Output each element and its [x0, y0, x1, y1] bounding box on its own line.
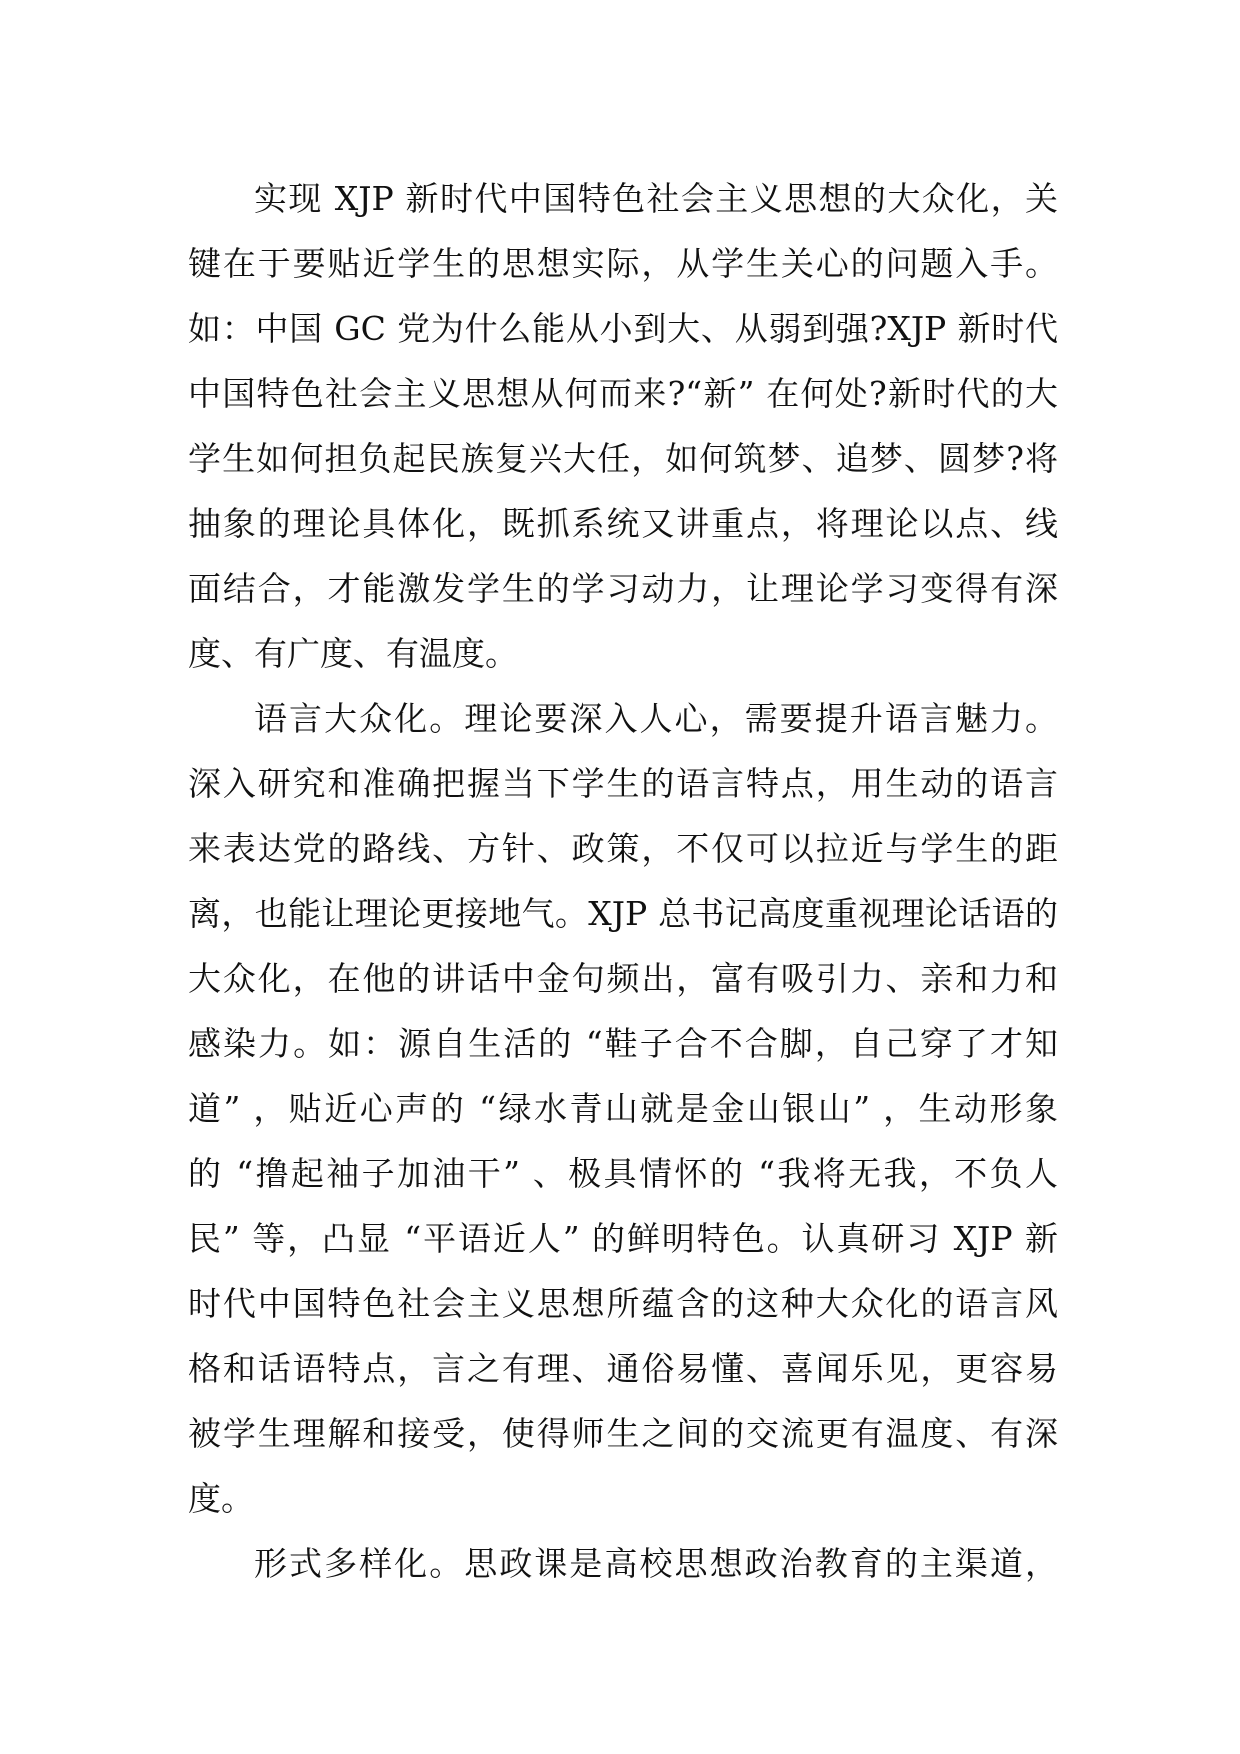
text-line: 抽象的理论具体化，既抓系统又讲重点，将理论以点、线 — [188, 504, 1058, 543]
paragraph — [188, 686, 1058, 1531]
paragraph — [188, 1531, 1058, 1596]
text-line: 语言大众化。理论要深入人心，需要提升语言魅力。 — [254, 699, 1058, 738]
text-line: 度、有广度、有温度。 — [188, 634, 518, 673]
document-body — [188, 166, 1058, 1596]
text-line: 被学生理解和接受，使得师生之间的交流更有温度、有深 — [188, 1414, 1058, 1453]
text-line: 如：中国 GC 党为什么能从小到大、从弱到强?XJP 新时代 — [188, 309, 1058, 348]
text-line: 深入研究和准确把握当下学生的语言特点，用生动的语言 — [188, 764, 1058, 803]
text-line: 的 “撸起袖子加油干” 、极具情怀的 “我将无我，不负人 — [188, 1154, 1058, 1193]
text-line: 格和话语特点，言之有理、通俗易懂、喜闻乐见，更容易 — [188, 1349, 1058, 1388]
text-line: 感染力。如：源自生活的 “鞋子合不合脚，自己穿了才知 — [188, 1024, 1058, 1063]
text-line: 来表达党的路线、方针、政策，不仅可以拉近与学生的距 — [188, 829, 1058, 868]
text-line: 时代中国特色社会主义思想所蕴含的这种大众化的语言风 — [188, 1284, 1058, 1323]
text-line: 大众化，在他的讲话中金句频出，富有吸引力、亲和力和 — [188, 959, 1058, 998]
text-line: 学生如何担负起民族复兴大任，如何筑梦、追梦、圆梦?将 — [188, 439, 1058, 478]
text-line: 道” ，贴近心声的 “绿水青山就是金山银山” ，生动形象 — [188, 1089, 1058, 1128]
text-line: 面结合，才能激发学生的学习动力，让理论学习变得有深 — [188, 569, 1058, 608]
text-line: 中国特色社会主义思想从何而来?“新” 在何处?新时代的大 — [188, 374, 1058, 413]
text-line: 离，也能让理论更接地气。XJP 总书记高度重视理论话语的 — [188, 894, 1058, 933]
text-line: 度。 — [188, 1479, 254, 1518]
text-line: 形式多样化。思政课是高校思想政治教育的主渠道， — [254, 1544, 1058, 1583]
text-line: 实现 XJP 新时代中国特色社会主义思想的大众化，关 — [254, 179, 1058, 218]
paragraph — [188, 166, 1058, 686]
text-line: 键在于要贴近学生的思想实际，从学生关心的问题入手。 — [188, 244, 1058, 283]
text-line: 民” 等，凸显 “平语近人” 的鲜明特色。认真研习 XJP 新 — [188, 1219, 1058, 1258]
